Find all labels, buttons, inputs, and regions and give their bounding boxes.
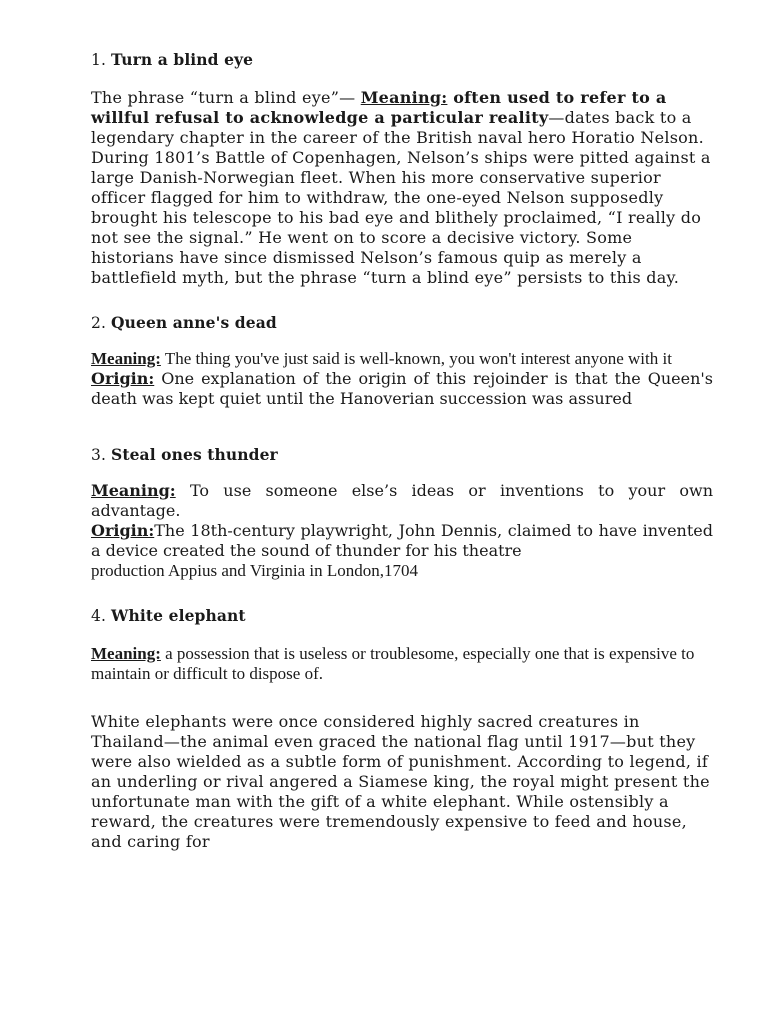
section-4	[91, 606, 713, 852]
section-heading	[91, 445, 713, 465]
meaning-label: Meaning:	[91, 349, 161, 368]
origin-text: The 18th-century playwright, John Dennis, claimed to have invented a device created the sound of thunder for his theatre	[91, 521, 713, 560]
meaning-text: The thing you've just said is well-known, you won't interest anyone with it	[160, 349, 672, 368]
meaning-text: To use someone else’s ideas or inventions to your own advantage.	[91, 481, 713, 520]
section-heading	[91, 606, 713, 626]
section-1	[91, 50, 713, 288]
section-2	[91, 313, 713, 409]
origin-label: Origin:	[91, 521, 155, 540]
section-title: Steal ones thunder	[111, 445, 278, 464]
origin-label: Origin:	[91, 369, 155, 388]
section-number: 4.	[91, 607, 106, 625]
section-heading	[91, 313, 713, 333]
section-number: 1.	[91, 51, 106, 69]
section-number: 3.	[91, 446, 106, 464]
meaning-paragraph	[91, 644, 713, 684]
body-text: —dates back to a legendary chapter in the career of the British naval hero Horatio Nelson. During 1801’s Battle of Copenhagen, Nelson’s ships were pitted against a large Danish-Norwegian fleet. When his more conservative superior officer flagged for him to withdraw, the one-eyed Nelson supposedly brought his telescope to his bad eye and blithely proclaimed, “I really do not see the signal.” He went on to score a decisive victory. Some historians have since dismissed Nelson’s famous quip as merely a battlefield myth, but the phrase “turn a blind eye” persists to this day.	[91, 108, 711, 287]
origin-text: One explanation of the origin of this rejoinder is that the Queen's death was kept quiet until the Hanoverian succession was assured	[91, 369, 713, 408]
meaning-text: often used to refer to a willful refusal to acknowledge a particular reality	[91, 88, 667, 127]
section-3	[91, 445, 713, 581]
body-paragraph: White elephants were once considered highly sacred creatures in Thailand—the animal even graced the national flag until 1917—but they were also wielded as a subtle form of punishment. According to legend, if an underling or rival angered a Siamese king, the royal might present the unfortunate man with the gift of a white elephant. While ostensibly a reward, the creatures were tremendously expensive to feed and house, and caring for	[91, 712, 710, 851]
document-page	[91, 50, 713, 852]
origin-paragraph	[91, 521, 713, 561]
origin-paragraph-end: production Appius and Virginia in London,1704	[91, 561, 419, 580]
section-number: 2.	[91, 314, 106, 332]
meaning-paragraph	[91, 349, 713, 369]
origin-paragraph	[91, 369, 713, 409]
section-title: White elephant	[111, 606, 246, 625]
meaning-label: Meaning:	[91, 644, 161, 663]
meaning-paragraph	[91, 481, 713, 521]
section-title: Turn a blind eye	[111, 50, 254, 69]
meaning-label: Meaning:	[360, 88, 448, 107]
section-paragraph	[91, 88, 713, 288]
meaning-text: a possession that is useless or troublesome, especially one that is expensive to maintain or difficult to dispose of.	[91, 644, 695, 683]
meaning-label: Meaning:	[91, 481, 176, 500]
section-heading	[91, 50, 713, 70]
section-title: Queen anne's dead	[111, 313, 277, 332]
intro-text: The phrase “turn a blind eye”—	[91, 88, 356, 107]
